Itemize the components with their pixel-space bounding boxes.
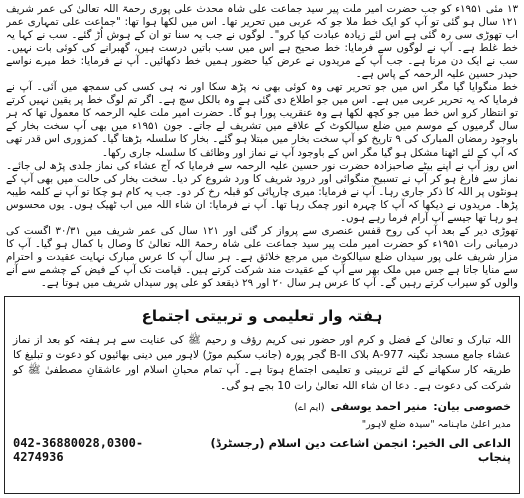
footer-organization: الداعی الی الخیر: انجمن اشاعت دین اسلام (رجسٹرڈ) پنجاب <box>210 435 511 464</box>
notice-body: اللہ تبارک و تعالیٰ کے فضل و کرم اور حضور نبی کریم رؤف و رحیم ﷺ کی عنایت سے ہر ہفتہ کو بعد از نماز عشاء جامع مسجد نگینہ 977-A بلاک B-II گجر پورہ (جانب سکیم موڑ) لاہور میں دینی بھائیوں کو دعوت و تبلیغ کا طریقہ کار سکھانے کے لئے تربیتی و تعلیمی اجتماع ہوتا ہے۔ آپ تمام محبانِ اسلام اور عاشقانِ مصطفیٰ ﷺ کو شرکت کی دعوت ہے۔ دعا ان شاء اللہ تعالیٰ رات 10 بجے ہو گی۔ <box>13 334 512 392</box>
article-paragraph-2: خط منگوایا گیا مگر اس میں جو تحریر تھی وہ کوئی بھی نہ پڑھ سکا اور نہ ہی کسی کی سمجھ میں آئی۔ آپ نے فرمایا کہ یہ تحریر عربی میں ہے۔ اس میں جو اطلاع دی گئی ہے وہ بالکل سچ ہے۔ اگر تم لوگ خط پر یقین نہیں کرتے تو انتظار کرو اس خط میں جو کچھ لکھا ہے وہ عنقریب پورا ہو گا۔ حضرت امیر ملت علیہ الرحمہ کا معمول تھا کہ ہر سال گرمیوں کے موسم میں ضلع سیالکوٹ کے علاقے میں تشریف لے جاتے۔ جون ۱۹۵۱ء میں بھی آپ سخت بخار کے باوجود رمضان المبارک کی ۹ تاریخ کو آپ سخت بخار میں مبتلا ہو گئے۔ بخار کا سلسلہ بڑھتا گیا۔ کمزوری اس قدر تھی کہ آپ کے لئے اٹھنا مشکل ہو گیا مگر اس کے باوجود آپ نے نماز اور وظائف کا سلسلہ جاری رکھا۔ <box>6 81 518 159</box>
speaker-name: منیر احمد یوسفی <box>330 399 428 413</box>
notice-title: ہفتہ وار تعلیمی و تربیتی اجتماع <box>141 307 383 325</box>
article-paragraph-4: تھوڑی دیر کے بعد آپ کی روح قفس عنصری سے پرواز کر گئی اور ۱۲۱ سال کی عمر شریف میں ۳۰/۳۱ اگست کی درمیانی رات ۱۹۵۱ء کو حضرت امیر ملت پیر سید جماعت علی شاہ رحمۃ اللہ تعالیٰ کا وصال با کمال ہو گیا۔ آپ کا مزار شریف علی پور سیداں ضلع سیالکوٹ میں مرجع خلائق ہے۔ ہر سال آپ کا عرس مبارک نہایت عقیدت و احترام سے منایا جاتا ہے جس میں ملک بھر سے آپ کے عقیدت مند شرکت کرتے ہیں۔ قیامت تک آپ کے فیض کے چشمے سے آنے والوں کو سیراب کرتے رہیں گے۔ آپ کا عرس ہر سال ۲۰ اور ۲۹ ذیقعد کو علی پور سیداں شریف میں ہوتا ہے۔ <box>6 224 518 289</box>
speaker-degree: (ایم اے) <box>294 401 325 413</box>
speaker-row <box>13 400 511 413</box>
article-text <box>6 3 518 293</box>
article-paragraph-3: اس روز آپ نے اپنے بیٹے صاحبزادہ حضرت نور حسین علیہ الرحمہ سے فرمایا کہ آج عشاء کی نماز جلدی پڑھ لی جائے۔ نماز سے فارغ ہو کر آپ نے تسبیح منگوائی اور درود شریف کا ورد شروع کر دیا۔ سخت بخار کی حالت میں بھی آپ کے ہونٹوں پر اللہ کا ذکر جاری رہا۔ آپ نے فرمایا: میری چارپائی کو قبلہ رخ کر دو۔ جب یہ کام ہو چکا تو آپ نے کلمہ طیبہ پڑھا۔ مریدوں نے دیکھا کہ آپ کا چہرہ انور چمک رہا تھا۔ آپ نے فرمایا: ان شاء اللہ میں اب ٹھیک ہوں۔ یوں محسوس ہو رہا تھا جیسے آپ آرام فرما رہے ہوں۔ <box>6 159 518 224</box>
weekly-gathering-notice <box>4 296 520 494</box>
editor-row <box>13 419 511 430</box>
article-paragraph-1: ۱۳ مئی ۱۹۵۱ء کو جب حضرت امیر ملت پیر سید جماعت علی شاہ محدث علی پوری رحمۃ اللہ تعالیٰ کی عمر شریف ۱۲۱ سال ہو گئی تو آپ کو ایک خط ملا جو کہ عربی میں تحریر تھا۔ اس میں لکھا ہوا تھا: "جماعت علی تمہاری عمر اب تھوڑی سی رہ گئی ہے اس لئے زیادہ عبادت کیا کرو"۔ لوگوں نے جب یہ سنا تو ان کے ہوش اُڑ گئے۔ سب نے کہا یہ خط غلط ہے۔ آپ نے لوگوں سے فرمایا: خط صحیح ہے اس میں سب باتیں درست ہیں، گھبرانے کی کوئی بات نہیں۔ سب نے ایک دن مرنا ہے۔ جب آپ کے مریدوں نے عرض کیا حضور ہمیں خط دکھائیں۔ آپ نے فرمایا: خط میرے نواسے حیدر حسین علیہ الرحمہ کے پاس ہے۔ <box>6 3 518 81</box>
editor-line: مدیر اعلیٰ ماہنامہ "سیدہ ضلع لاہور" <box>361 418 511 430</box>
footer-row <box>13 436 511 464</box>
footer-phone-numbers: 042-36880028,0300-4274936 <box>13 435 144 464</box>
speaker-info <box>294 400 511 413</box>
speaker-label: خصوصی بیان: <box>433 399 511 413</box>
